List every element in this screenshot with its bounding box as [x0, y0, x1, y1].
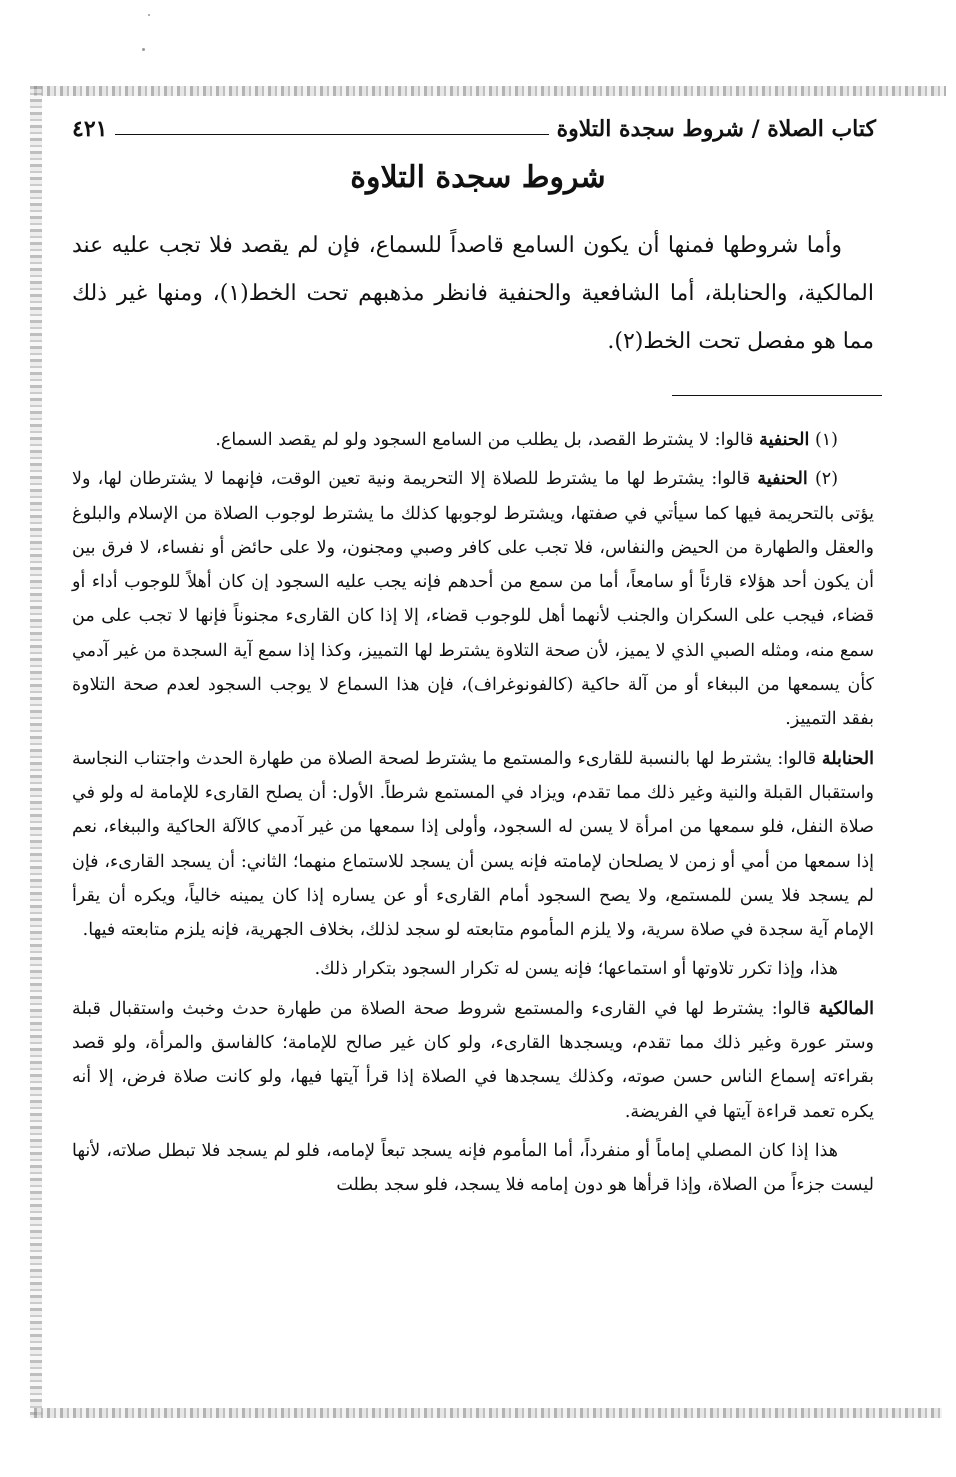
running-header [72, 112, 876, 146]
footnote-separator [672, 395, 882, 396]
footnote-note: هذا، وإذا تكرر تلاوتها أو استماعها؛ فإنه يسن له تكرار السجود بتكرار ذلك. [314, 959, 838, 980]
footnote-1: (١) الحنفية قالوا: لا يشترط القصد، بل يطلب من السامع السجود ولو لم يقصد السماع. [215, 430, 838, 450]
scan-speck [142, 48, 145, 51]
main-text [72, 222, 874, 366]
school-name: المالكية [818, 998, 874, 1019]
bottom-ornamental-border [34, 1408, 942, 1418]
top-ornamental-border [34, 86, 946, 96]
running-title: كتاب الصلاة / شروط سجدة التلاوة [556, 116, 876, 142]
school-name: الحنفية [757, 469, 808, 490]
footnote-note: هذا إذا كان المصلي إماماً أو منفرداً، أما المأموم فإنه يسجد تبعاً لإمامه، فلو لم يسجد فلا تبطل صلاته، لأنها ليست جزءاً من الصلاة، وإذا قرأها هو دون إمامه فلا يسجد، فلو سجد بطلت [72, 1140, 874, 1196]
page-number: ٤٢١ [72, 116, 108, 142]
header-rule [115, 134, 548, 135]
footnote-hanabila: الحنابلة قالوا: يشترط لها بالنسبة للقارىء والمستمع ما يشترط لصحة الصلاة من طهارة الحدث واجتناب النجاسة واستقبال القبلة والنية وغير ذلك مما تقدم، ويزاد في المستمع شرطاً. الأول: أن يصلح القارىء للإمامة له ولو في صلاة النفل، فلو سمعها من امرأة لا يسن له السجود، وأولى إذا سمعها من غير آدمي كالآلة الحاكية والببغاء، نعم إذا سمعها من أمي أو زمن لا يصلحان لإمامته فإنه يسن أن يسجد للاستماع منهما؛ الثاني: أن يسجد القارىء، فإن لم يسجد فلا يسن للمستمع، ولا يصح السجود أمام القارىء أو عن يساره إذا كان يمينه خالياً، ويكره أن يقرأ الإمام آية سجدة في صلاة سرية، ولا يلزم المأموم متابعته لو سجد لذلك، بخلاف الجهرية، فإنه يلزم متابعته فيها. [72, 748, 874, 941]
left-ornamental-border [30, 86, 42, 1418]
school-name: الحنفية [759, 430, 810, 450]
footnote-malikiya: المالكية قالوا: يشترط لها في القارىء والمستمع شروط صحة الصلاة من طهارة حدث وخبث واستقبال قبلة وستر عورة وغير ذلك مما تقدم، ويسجدها القارىء، ولو كان غير صالح للإمامة؛ كالفاسق والمرأة، ولو قصد بقراءته إسماع الناس حسن صوته، وكذلك يسجدها في الصلاة إذا قرأ آيتها فيها، ولو كانت صلاة فرض، إلا أنه يكره تعمد قراءة آيتها في الفريضة. [72, 998, 874, 1122]
main-paragraph: وأما شروطها فمنها أن يكون السامع قاصداً للسماع، فإن لم يقصد فلا تجب عليه عند المالكية، والحنابلة، أما الشافعية والحنفية فانظر مذهبهم تحت الخط(١)، ومنها غير ذلك مما هو مفصل تحت الخط(٢). [72, 233, 874, 354]
footnote-2: (٢) الحنفية قالوا: يشترط لها ما يشترط للصلاة إلا التحريمة ونية تعين الوقت، فإنهما لا يشترطان لها، ولا يؤتى بالتحريمة فيها كما سيأتي في صفتها، ويشترط لوجوبها كذلك ما يشترط لوجوب الصلاة من الإسلام والبلوغ والعقل والطهارة من الحيض والنفاس، فلا تجب على كافر وصبي ومجنون، ولا على حائض أو نفساء، لا فرق بين أن يكون أحد هؤلاء قارئاً أو سامعاً، أما من سمع من أحدهم فإنه يجب عليه السجود إن كان أهلاً للوجوب أداء أو قضاء، فيجب على السكران والجنب لأنهما أهل للوجوب قضاء، إلا إذا كان القارىء مجنوناً فإنها لا تجب على من سمع منه، ومثله الصبي الذي لا يميز، لأن صحة التلاوة يشترط لها التمييز، وكذا إذا سمع آية السجدة من غير آدمي كأن يسمعها من الببغاء أو من آلة حاكية (كالفونوغراف)، فإن هذا السماع لا يوجب السجود لعدم صحة التلاوة بفقد التمييز. [72, 469, 874, 730]
scan-speck [148, 14, 150, 16]
chapter-title: شروط سجدة التلاوة [350, 160, 606, 195]
footnotes [72, 423, 874, 1208]
school-name: الحنابلة [821, 748, 874, 769]
